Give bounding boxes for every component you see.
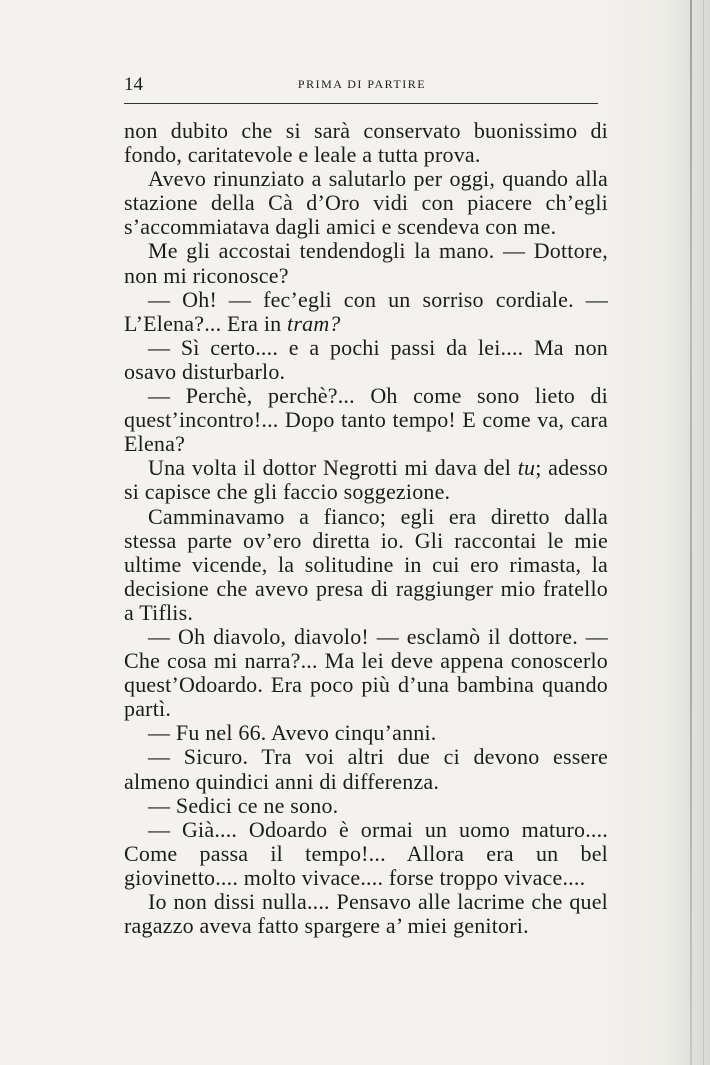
- page-edge-line: [703, 0, 704, 1065]
- body-text: [124, 119, 608, 938]
- page-number: 14: [124, 74, 143, 95]
- paragraph: — Fu nel 66. Avevo cinqu’anni.: [148, 720, 437, 746]
- italic-word: tram: [287, 310, 330, 336]
- paragraph: Io non dissi nulla.... Pensavo alle lacrime che quel ragazzo aveva fatto spargere a’ miei genitori.: [124, 889, 608, 939]
- paragraph: — Sicuro. Tra voi altri due ci devono essere almeno quindici anni di differenza.: [124, 744, 608, 794]
- paragraph: non dubito che si sarà conservato buonissimo di fondo, caritatevole e leale a tutta prova.: [124, 118, 608, 168]
- running-title: PRIMA DI PARTIRE: [297, 77, 427, 91]
- paragraph: [124, 456, 608, 504]
- paragraph: [124, 288, 608, 336]
- header-rule: [124, 103, 598, 104]
- paragraph-text: ?: [329, 310, 341, 336]
- paragraph-text: ; adesso si capisce che gli faccio soggezione.: [124, 455, 608, 505]
- paragraph: Avevo rinunziato a salutarlo per oggi, quando alla stazione della Cà d’Oro vidi con piacere ch’egli s’accommiatava dagli amici e scendeva con me.: [124, 166, 608, 240]
- paragraph: Me gli accostai tendendogli la mano. — Dottore, non mi riconosce?: [124, 238, 608, 288]
- paragraph: — Perchè, perchè?... Oh come sono lieto di quest’incontro!... Dopo tanto tempo! E come va, cara Elena?: [124, 383, 608, 457]
- italic-word: tu: [517, 455, 536, 481]
- paragraph-text: — Oh! — fec’egli con un sorriso cordiale. — L’Elena?... Era in: [124, 286, 608, 336]
- page-header: [124, 74, 600, 96]
- paragraph: — Sedici ce ne sono.: [148, 792, 339, 818]
- paragraph: — Sì certo.... e a pochi passi da lei.... Ma non osavo disturbarlo.: [124, 334, 608, 384]
- paragraph: — Già.... Odoardo è ormai un uomo maturo.... Come passa il tempo!... Allora era un bel giovinetto.... molto vivace.... forse troppo vivace....: [124, 816, 608, 890]
- paragraph: — Oh diavolo, diavolo! — esclamò il dottore. — Che cosa mi narra?... Ma lei deve appena conoscerlo quest’Odoardo. Era poco più d’una bambina quando partì.: [124, 623, 608, 722]
- paragraph: Camminavamo a fianco; egli era diretto dalla stessa parte ov’ero diretta io. Gli raccontai le mie ultime vicende, la solitudine in cui ero rimasta, la decisione che avevo presa di raggiunger mio fratello a Tiflis.: [124, 503, 608, 625]
- paragraph-text: Una volta il dottor Negrotti mi dava del: [148, 455, 518, 481]
- page-edge-shadow: [690, 0, 692, 1065]
